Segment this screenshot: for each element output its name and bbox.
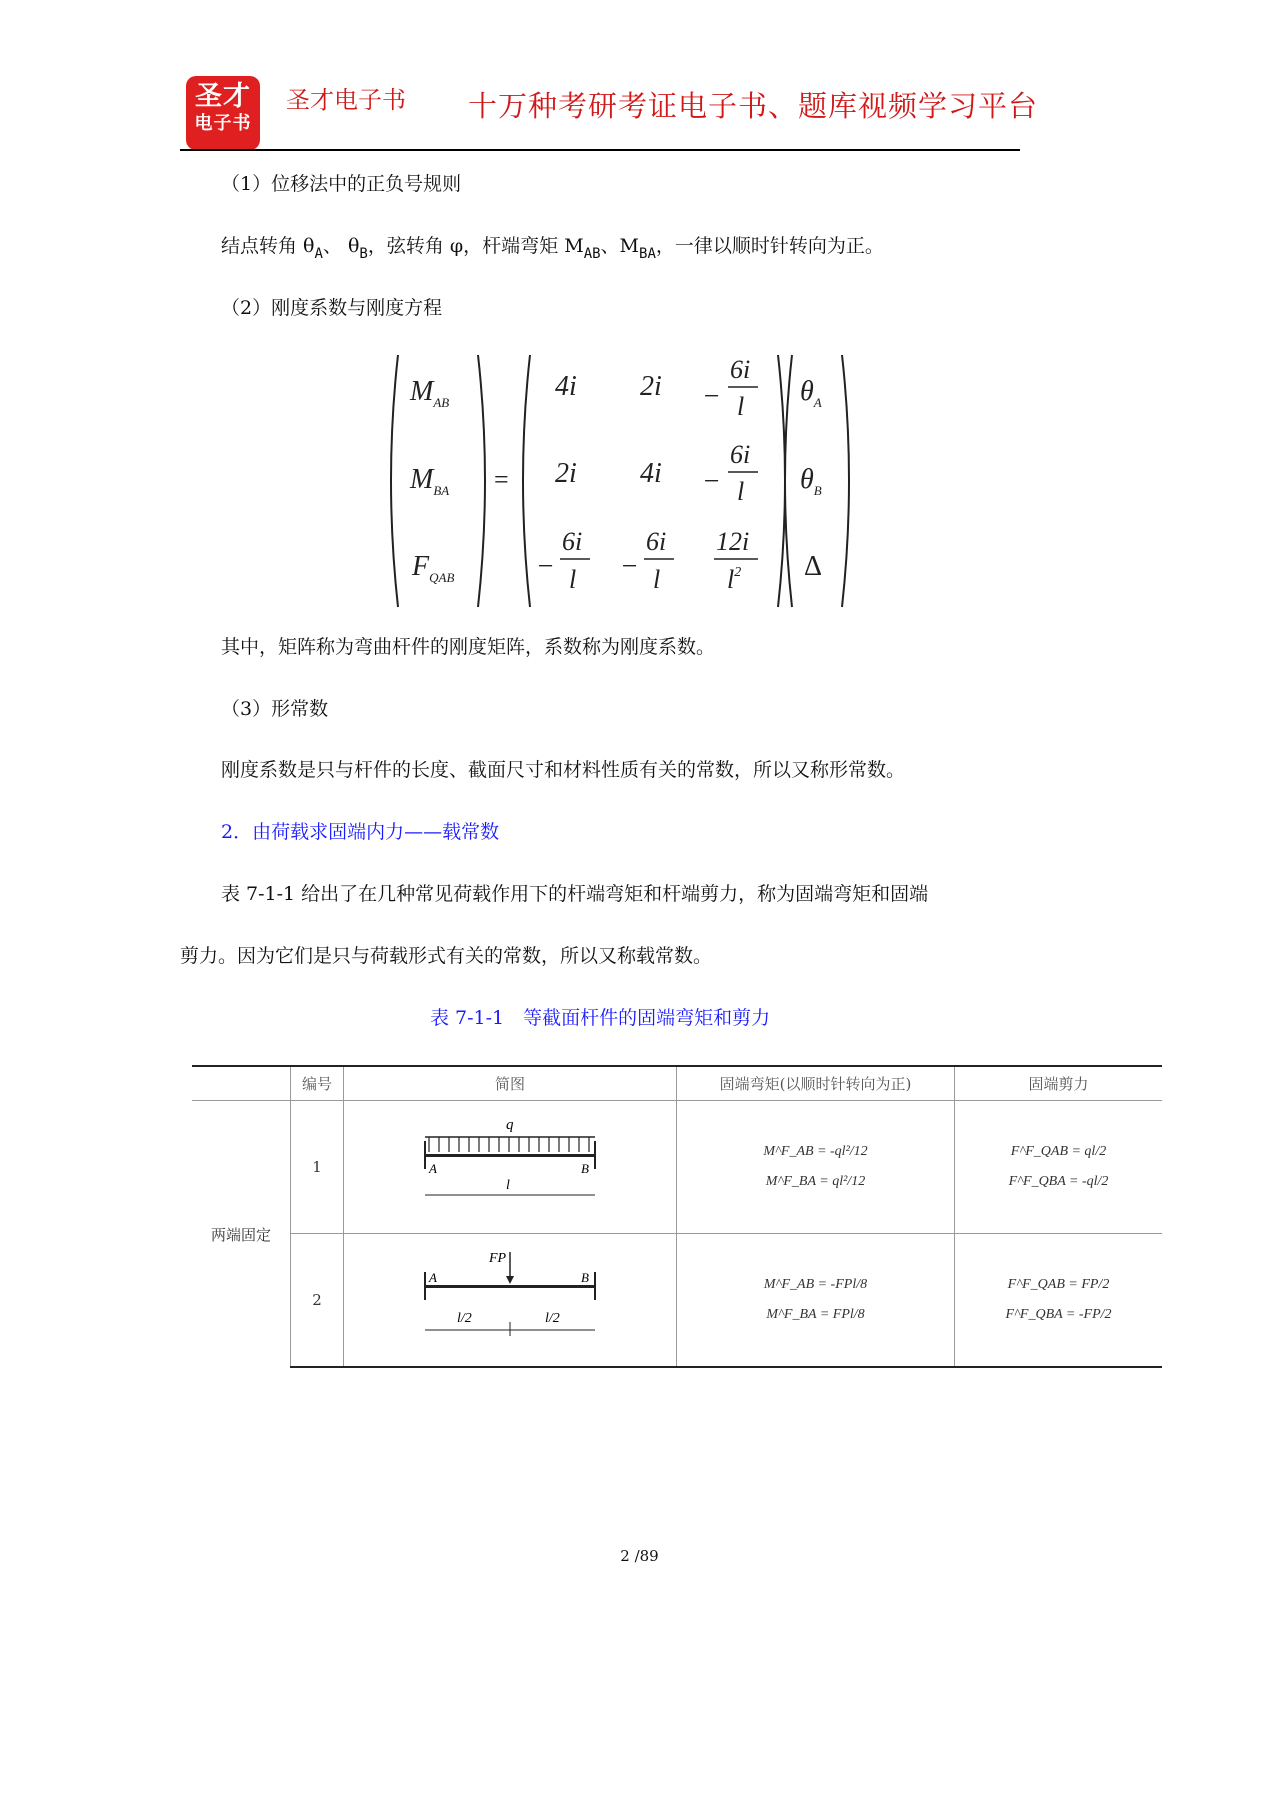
- header-divider: [180, 149, 1020, 151]
- row-number: 1: [291, 1101, 344, 1234]
- lhs-paren-right: [478, 355, 485, 607]
- beam: [425, 1285, 595, 1288]
- shear-ab: F^F_QAB = ql/2: [1010, 1144, 1107, 1159]
- s1-text: 结点转角 $\theta_A$、 $\theta_B$，弦转角 φ，杆端弯矩 $M_{AB}$、$M_{BA}$，一律以顺时针转向为正。: [221, 235, 884, 262]
- svg-text:A: A: [429, 1161, 437, 1176]
- table-row: [192, 1101, 1162, 1234]
- lhs-m-ba: $M_{BA}$: [410, 464, 450, 498]
- s3-text: 刚度系数是只与杆件的长度、截面尺寸和材料性质有关的常数，所以又称形常数。: [221, 759, 906, 781]
- section-2-title: 2．由荷载求固端内力——载常数: [221, 821, 500, 843]
- stiffness-matrix-equation: [380, 345, 860, 615]
- s1-heading: （1）位移法中的正负号规则: [221, 173, 462, 195]
- s3-heading: （3）形常数: [221, 698, 329, 720]
- rhs-delta: Δ: [804, 551, 823, 582]
- span-label: l: [506, 1178, 510, 1193]
- header-diagram: 简图: [344, 1066, 677, 1101]
- svg-text:A: A: [429, 1270, 437, 1285]
- fixed-end-table: [192, 1065, 1162, 1368]
- moment-ab: M^F_AB = -FPl/8: [763, 1277, 868, 1292]
- s2-heading: （2）刚度系数与刚度方程: [221, 297, 443, 319]
- half-span-right: l/2: [545, 1311, 560, 1326]
- moment-cell: [677, 1101, 955, 1234]
- header-moment: 固端弯矩(以顺时针转向为正): [677, 1066, 955, 1101]
- m21: 2i: [555, 458, 577, 489]
- lhs-paren-left: [391, 355, 398, 607]
- equals-sign: =: [494, 465, 509, 494]
- row-number: 2: [291, 1234, 344, 1368]
- m31-sign: −: [536, 551, 555, 582]
- lhs-m-ab: $M_{AB}$: [410, 376, 450, 410]
- m31-num: 6i: [562, 527, 583, 556]
- matrix-paren-right: [778, 355, 785, 607]
- page-number: 2 /89: [620, 1547, 659, 1565]
- udl-beam-diagram: [405, 1115, 615, 1215]
- table-row: [192, 1234, 1162, 1368]
- diagram-cell: [344, 1101, 677, 1234]
- m12: 2i: [640, 371, 662, 402]
- group-label: 两端固定: [192, 1101, 291, 1368]
- half-span-left: l/2: [457, 1311, 472, 1326]
- matrix-paren-left: [523, 355, 530, 607]
- brand-name: 圣才电子书: [286, 86, 406, 114]
- diagram-cell: [344, 1234, 677, 1368]
- m33-den: $l^2$: [727, 565, 742, 594]
- moment-ba: M^F_BA = FPl/8: [766, 1307, 865, 1322]
- sec2-paragraph-line1: 表 7-1-1 给出了在几种常见荷载作用下的杆端弯矩和杆端剪力，称为固端弯矩和固端: [221, 883, 929, 905]
- m32-num: 6i: [646, 527, 667, 556]
- load-label: FP: [489, 1251, 507, 1266]
- lhs-f-qab: $F_{QAB}$: [412, 551, 455, 585]
- beam: [425, 1154, 595, 1157]
- rhs-paren-left: [785, 355, 792, 607]
- m13-den: l: [737, 392, 745, 421]
- m13-sign: −: [702, 381, 721, 412]
- m31-den: l: [569, 565, 577, 594]
- m32-sign: −: [620, 551, 639, 582]
- shear-cell: [955, 1234, 1163, 1368]
- header-number: 编号: [291, 1066, 344, 1101]
- m33-num: 12i: [716, 527, 750, 556]
- rhs-theta-a: $\theta_A$: [800, 376, 822, 410]
- s2-note: 其中，矩阵称为弯曲杆件的刚度矩阵，系数称为刚度系数。: [221, 636, 716, 658]
- moment-ba: M^F_BA = ql²/12: [765, 1174, 866, 1189]
- rhs-theta-b: $\theta_B$: [800, 464, 822, 498]
- m11: 4i: [555, 371, 577, 402]
- header-group: [192, 1066, 291, 1101]
- udl-arrows: [429, 1137, 589, 1152]
- header-shear: 固端剪力: [955, 1066, 1163, 1101]
- header-slogan: 十万种考研考证电子书、题库视频学习平台: [468, 89, 1039, 123]
- svg-text:B: B: [581, 1270, 589, 1285]
- sec2-paragraph-line2: 剪力。因为它们是只与荷载形式有关的常数，所以又称载常数。: [180, 945, 713, 967]
- m13-num: 6i: [730, 355, 751, 384]
- rhs-paren-right: [842, 355, 849, 607]
- shear-ab: F^F_QAB = FP/2: [1007, 1277, 1110, 1292]
- svg-text:B: B: [581, 1161, 589, 1176]
- load-label: q: [506, 1117, 514, 1133]
- point-load-beam-diagram: [405, 1248, 615, 1348]
- table-header-row: [192, 1066, 1162, 1101]
- moment-ab: M^F_AB = -ql²/12: [763, 1144, 868, 1159]
- brand-logo: 圣才 电子书: [186, 76, 260, 150]
- m23-num: 6i: [730, 440, 751, 469]
- m32-den: l: [653, 565, 661, 594]
- shear-ba: F^F_QBA = -ql/2: [1008, 1174, 1109, 1189]
- m22: 4i: [640, 458, 662, 489]
- m23-den: l: [737, 477, 745, 506]
- m23-sign: −: [702, 466, 721, 497]
- shear-ba: F^F_QBA = -FP/2: [1005, 1307, 1112, 1322]
- shear-cell: [955, 1101, 1163, 1234]
- moment-cell: [677, 1234, 955, 1368]
- table-caption: 表 7-1-1 等截面杆件的固端弯矩和剪力: [430, 1007, 771, 1029]
